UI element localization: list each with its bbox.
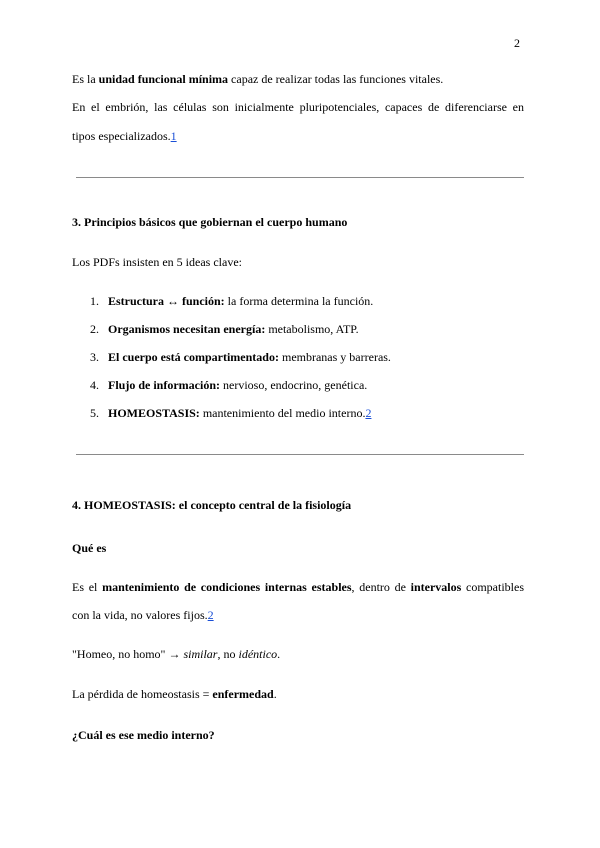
list-item: 1. Estructura ↔ función: la forma determina la función. [90, 294, 374, 308]
subheading-que-es: Qué es [72, 541, 107, 555]
section-3-heading: 3. Principios básicos que gobiernan el cuerpo humano [72, 215, 348, 229]
paragraph-embryo-cont: tipos especializados.1 [72, 129, 177, 143]
list-item: 5. HOMEOSTASIS: mantenimiento del medio interno.2 [90, 406, 372, 420]
horizontal-rule [76, 454, 524, 455]
horizontal-rule [76, 177, 524, 178]
list-item: 2. Organismos necesitan energía: metabolismo, ATP. [90, 322, 359, 336]
list-item: 3. El cuerpo está compartimentado: membranas y barreras. [90, 350, 391, 364]
paragraph-homeo: "Homeo, no homo" → similar, no idéntico. [72, 647, 281, 661]
paragraph-embryo: En el embrión, las células son inicialmente pluripotenciales, capaces de diferenciarse en [72, 100, 524, 114]
section-4-heading: 4. HOMEOSTASIS: el concepto central de la fisiología [72, 498, 352, 512]
paragraph-cell-definition: Es la unidad funcional mínima capaz de realizar todas las funciones vitales. [72, 72, 444, 86]
subheading-medio-interno: ¿Cuál es ese medio interno? [72, 728, 215, 742]
paragraph-definition-cont: con la vida, no valores fijos.2 [72, 608, 214, 622]
section-3-intro: Los PDFs insisten en 5 ideas clave: [72, 255, 242, 269]
footnote-link[interactable]: 1 [170, 129, 177, 143]
paragraph-definition: Es el mantenimiento de condiciones internas estables, dentro de intervalos compatibles [72, 580, 524, 594]
paragraph-loss: La pérdida de homeostasis = enfermedad. [72, 687, 277, 701]
list-item: 4. Flujo de información: nervioso, endocrino, genética. [90, 378, 368, 392]
page-number: 2 [514, 36, 520, 50]
footnote-link[interactable]: 2 [365, 406, 372, 420]
footnote-link[interactable]: 2 [207, 608, 214, 622]
